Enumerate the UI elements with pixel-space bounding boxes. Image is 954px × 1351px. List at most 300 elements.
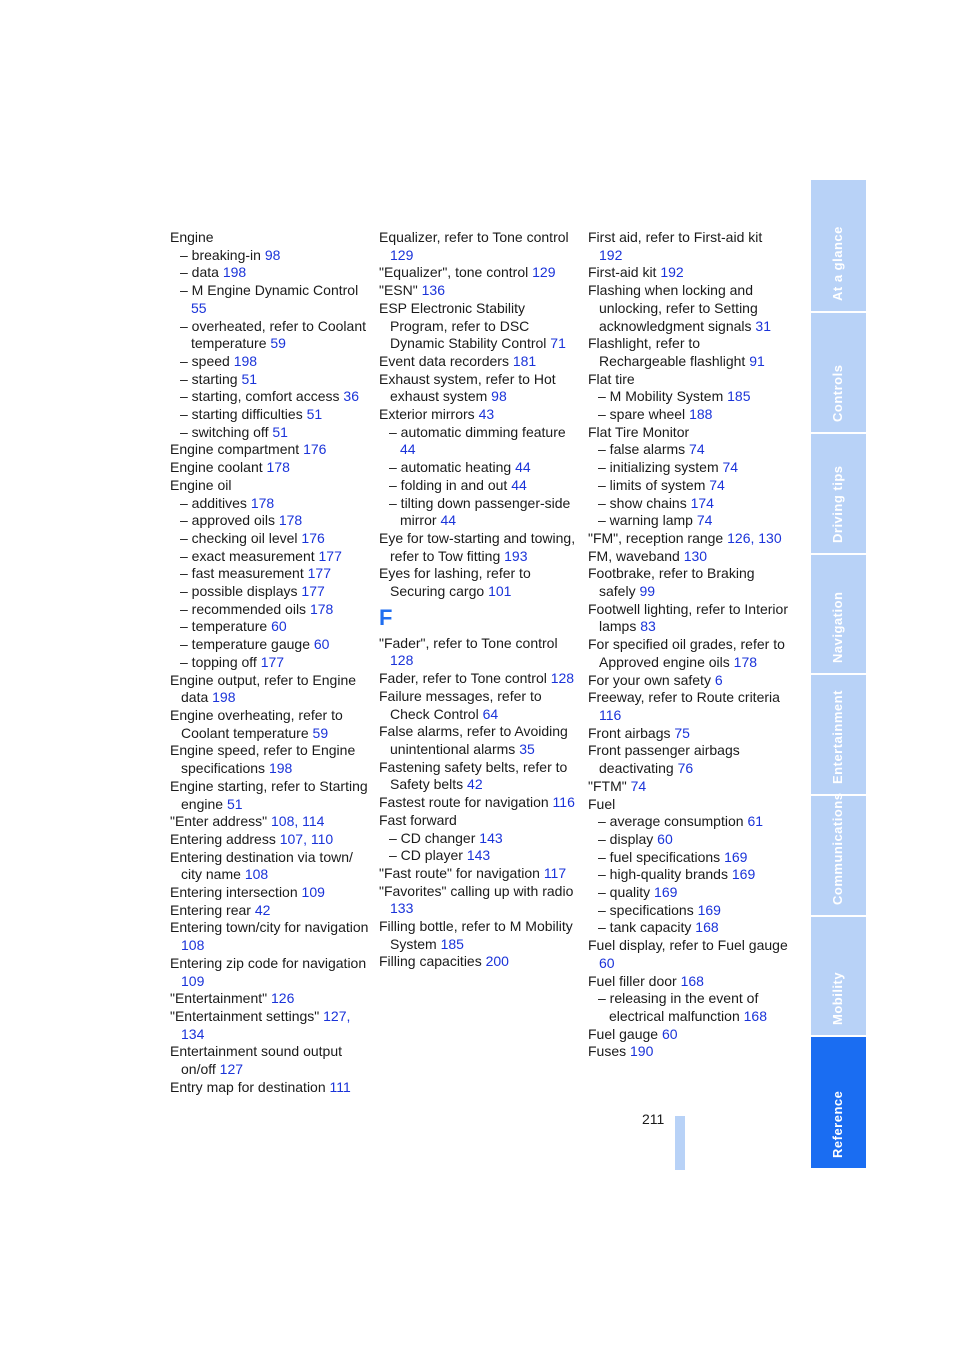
index-entry bbox=[588, 937, 788, 972]
index-entry bbox=[588, 371, 788, 389]
index-subentry bbox=[588, 495, 788, 513]
index-subentry bbox=[170, 406, 370, 424]
entry-text: "FTM" bbox=[588, 777, 631, 794]
entry-text: – exact measurement bbox=[180, 547, 319, 564]
page-reference-link[interactable]: 128 bbox=[390, 652, 414, 669]
index-entry bbox=[170, 990, 370, 1008]
index-entry bbox=[170, 955, 370, 990]
page-reference-link[interactable]: 181 bbox=[512, 352, 537, 369]
entry-text: "ESN" bbox=[379, 282, 422, 299]
index-subentry bbox=[170, 264, 370, 282]
entry-text: Equalizer, refer to Tone control bbox=[379, 229, 569, 245]
page-reference-link[interactable]: 109 bbox=[301, 884, 325, 901]
index-entry bbox=[379, 794, 579, 812]
page-reference-link[interactable]: 178 bbox=[309, 600, 334, 617]
index-entry bbox=[170, 778, 370, 813]
index-subentry bbox=[588, 512, 788, 530]
page-reference-link[interactable]: 44 bbox=[515, 459, 531, 476]
index-subentry bbox=[170, 512, 370, 530]
entry-text: – tank capacity bbox=[598, 919, 696, 936]
index-entry bbox=[170, 742, 370, 777]
entry-text: – releasing in the event of electrical malfunction bbox=[598, 990, 759, 1024]
index-entry bbox=[379, 812, 579, 830]
entry-text: – temperature bbox=[180, 618, 272, 635]
section-tab-label: Mobility bbox=[829, 971, 845, 1025]
section-tab-label: At a glance bbox=[829, 226, 845, 301]
page-reference-link[interactable]: 59 bbox=[270, 335, 286, 352]
page-reference-link[interactable]: 200 bbox=[485, 953, 509, 970]
page-reference-link[interactable]: 31 bbox=[755, 317, 771, 334]
page-reference-link[interactable]: 127, 134 bbox=[181, 1007, 351, 1042]
entry-text: Failure messages, refer to Check Control bbox=[379, 687, 542, 722]
page-reference-link[interactable]: 64 bbox=[482, 705, 499, 722]
section-tab-label: Navigation bbox=[829, 591, 845, 663]
entry-text: "FM", reception range bbox=[588, 529, 728, 546]
index-subentry bbox=[588, 459, 788, 477]
section-tab-label: Controls bbox=[829, 364, 845, 422]
entry-text: "Entertainment settings" bbox=[170, 1007, 324, 1024]
entry-text: "Entertainment" bbox=[170, 990, 271, 1007]
index-entry bbox=[379, 759, 579, 794]
index-subentry bbox=[379, 424, 579, 459]
page-reference-link[interactable]: 143 bbox=[466, 847, 491, 864]
index-column-3 bbox=[588, 229, 788, 1061]
index-entry bbox=[170, 1079, 370, 1097]
page-reference-link[interactable]: 129 bbox=[390, 246, 414, 263]
entry-text: – spare wheel bbox=[598, 406, 690, 423]
page-reference-link[interactable]: 42 bbox=[254, 901, 271, 918]
entry-text: – CD player bbox=[389, 847, 467, 864]
page-reference-link[interactable]: 177 bbox=[307, 565, 331, 582]
page-reference-link[interactable]: 185 bbox=[727, 388, 751, 405]
entry-text: – specifications bbox=[598, 901, 698, 918]
entry-text: Fader, refer to Tone control bbox=[379, 670, 551, 687]
page-reference-link[interactable]: 178 bbox=[278, 512, 303, 529]
index-entry bbox=[588, 530, 788, 548]
index-subentry bbox=[588, 813, 788, 831]
index-entry bbox=[379, 353, 579, 371]
entry-text: Entry map for destination bbox=[170, 1078, 330, 1095]
entry-text: Fuel filler door bbox=[588, 972, 681, 989]
index-subentry bbox=[170, 530, 370, 548]
section-tab-label: Reference bbox=[829, 1090, 845, 1158]
index-entry bbox=[170, 884, 370, 902]
index-subentry bbox=[170, 565, 370, 583]
entry-text: – temperature gauge bbox=[180, 636, 314, 653]
page-reference-link[interactable]: 190 bbox=[630, 1043, 654, 1060]
section-tab-communications[interactable] bbox=[811, 792, 866, 917]
page-reference-link[interactable]: 130 bbox=[683, 547, 708, 564]
index-section-letter: F bbox=[379, 604, 393, 630]
index-subentry bbox=[588, 441, 788, 459]
entry-text: – breaking-in bbox=[180, 246, 265, 263]
entry-text: "Fast route" for navigation bbox=[379, 864, 544, 881]
entry-text: Event data recorders bbox=[379, 352, 513, 369]
page-reference-link[interactable]: 176 bbox=[301, 529, 325, 546]
page-reference-link[interactable]: 128 bbox=[550, 670, 575, 687]
index-entry bbox=[379, 688, 579, 723]
section-tab-label: Entertainment bbox=[829, 690, 845, 784]
index-entry bbox=[379, 371, 579, 406]
entry-text: – data bbox=[180, 264, 223, 281]
entry-text: – switching off bbox=[180, 423, 273, 440]
index-entry bbox=[588, 335, 788, 370]
entry-text: – false alarms bbox=[598, 441, 690, 458]
index-entry bbox=[588, 689, 788, 724]
entry-text: Footwell lighting, refer to Interior lamps bbox=[588, 600, 788, 635]
index-entry bbox=[379, 229, 579, 264]
page-number: 211 bbox=[642, 1111, 665, 1127]
page-reference-link[interactable]: 91 bbox=[749, 352, 765, 369]
entry-text: Front airbags bbox=[588, 724, 675, 741]
page-reference-link[interactable]: 178 bbox=[250, 494, 275, 511]
section-tab-controls[interactable] bbox=[811, 313, 866, 434]
page-reference-link[interactable]: 168 bbox=[680, 972, 704, 989]
section-tab-driving-tips[interactable] bbox=[811, 434, 866, 555]
page-reference-link[interactable]: 74 bbox=[709, 476, 725, 493]
index-subentry bbox=[170, 618, 370, 636]
page-reference-link[interactable]: 169 bbox=[697, 901, 721, 918]
entry-text: Fuel gauge bbox=[588, 1025, 662, 1042]
index-entry bbox=[379, 883, 579, 918]
page-reference-link[interactable]: 6 bbox=[714, 671, 723, 688]
page-reference-link[interactable]: 126 bbox=[271, 990, 295, 1007]
entry-text: Engine starting, refer to Starting engine bbox=[170, 777, 368, 812]
index-entry bbox=[379, 565, 579, 600]
index-entry bbox=[588, 672, 788, 690]
index-entry bbox=[588, 565, 788, 600]
index-entry bbox=[170, 813, 370, 831]
page-reference-link[interactable]: 76 bbox=[677, 760, 694, 777]
index-subentry bbox=[170, 424, 370, 442]
index-column-1 bbox=[170, 229, 370, 1096]
index-subentry bbox=[170, 583, 370, 601]
page-reference-link[interactable]: 177 bbox=[301, 583, 325, 600]
page-reference-link[interactable]: 198 bbox=[222, 264, 247, 281]
entry-text: – warning lamp bbox=[598, 512, 697, 529]
index-subentry bbox=[379, 847, 579, 865]
index-column-2 bbox=[379, 229, 579, 971]
entry-text: Entering intersection bbox=[170, 884, 302, 901]
index-entry bbox=[379, 918, 579, 953]
entry-text: – overheated, refer to Coolant temperature bbox=[180, 317, 367, 352]
entry-text: FM, waveband bbox=[588, 547, 684, 564]
entry-text: – display bbox=[598, 830, 658, 847]
page-reference-link[interactable]: 169 bbox=[731, 866, 756, 883]
index-entry bbox=[170, 902, 370, 920]
page-reference-link[interactable]: 108 bbox=[181, 937, 205, 954]
entry-text: False alarms, refer to Avoiding unintentional alarms bbox=[379, 723, 568, 757]
entry-text: Filling bottle, refer to M Mobility System bbox=[379, 918, 573, 952]
index-entry bbox=[588, 264, 788, 282]
page-reference-link[interactable]: 188 bbox=[689, 406, 713, 423]
entry-text: – fast measurement bbox=[180, 565, 308, 582]
index-subentry bbox=[379, 459, 579, 477]
entry-text: Entertainment sound output on/off bbox=[170, 1043, 343, 1078]
entry-text: Engine bbox=[170, 229, 214, 245]
entry-text: Entering zip code for navigation bbox=[170, 954, 367, 971]
index-entry bbox=[588, 282, 788, 335]
index-subentry bbox=[170, 601, 370, 619]
entry-text: Flat Tire Monitor bbox=[588, 423, 690, 440]
entry-text: Eyes for lashing, refer to Securing cargo bbox=[379, 565, 531, 600]
entry-text: "Equalizer", tone control bbox=[379, 264, 533, 281]
entry-text: Fuel display, refer to Fuel gauge bbox=[588, 937, 788, 954]
section-tab-label: Communications bbox=[829, 792, 845, 905]
entry-text: Entering rear bbox=[170, 901, 255, 918]
index-entry bbox=[379, 865, 579, 883]
page-reference-link[interactable]: 117 bbox=[543, 864, 567, 881]
index-entry bbox=[170, 672, 370, 707]
entry-text: Front passenger airbags deactivating bbox=[588, 742, 740, 777]
entry-text: Flashlight, refer to Rechargeable flashlight bbox=[588, 335, 750, 369]
entry-text: Fuel bbox=[588, 795, 616, 812]
index-subentry bbox=[170, 388, 370, 406]
page-reference-link[interactable]: 98 bbox=[264, 246, 281, 263]
page-reference-link[interactable]: 116 bbox=[552, 794, 575, 811]
index-entry bbox=[588, 424, 788, 442]
page-reference-link[interactable]: 169 bbox=[654, 884, 678, 901]
entry-text: Filling capacities bbox=[379, 953, 486, 970]
page-reference-link[interactable]: 176 bbox=[303, 441, 327, 458]
entry-text: – additives bbox=[180, 494, 251, 511]
page-reference-link[interactable]: 192 bbox=[660, 264, 684, 281]
page-reference-link[interactable]: 74 bbox=[696, 512, 713, 529]
page-reference-link[interactable]: 60 bbox=[313, 636, 330, 653]
index-entry bbox=[379, 723, 579, 758]
page-reference-link[interactable]: 44 bbox=[511, 476, 527, 493]
entry-text: Engine coolant bbox=[170, 459, 267, 476]
entry-text: – starting, comfort access bbox=[180, 388, 344, 405]
page-reference-link[interactable]: 185 bbox=[440, 935, 464, 952]
page-reference-link[interactable]: 71 bbox=[550, 335, 566, 352]
page-reference-link[interactable]: 178 bbox=[733, 653, 758, 670]
index-subentry bbox=[170, 353, 370, 371]
index-entry bbox=[588, 1043, 788, 1061]
page-reference-link[interactable]: 168 bbox=[695, 919, 719, 936]
page-reference-link[interactable]: 108, 114 bbox=[271, 813, 325, 830]
entry-text: – show chains bbox=[598, 494, 691, 511]
index-subentry bbox=[588, 849, 788, 867]
section-tab-entertainment[interactable] bbox=[811, 675, 866, 796]
page-reference-link[interactable]: 169 bbox=[724, 848, 748, 865]
index-subentry bbox=[588, 990, 788, 1025]
section-tab-label: Driving tips bbox=[829, 465, 845, 543]
entry-text: – approved oils bbox=[180, 512, 279, 529]
index-subentry bbox=[170, 548, 370, 566]
page-reference-link[interactable]: 51 bbox=[272, 423, 288, 440]
index-entry bbox=[170, 831, 370, 849]
page-reference-link[interactable]: 60 bbox=[599, 954, 615, 971]
entry-text: Entering address bbox=[170, 830, 280, 847]
page-reference-link[interactable]: 126, 130 bbox=[727, 529, 782, 546]
index-entry bbox=[588, 742, 788, 777]
page-reference-link[interactable]: 192 bbox=[599, 246, 623, 263]
entry-text: Freeway, refer to Route criteria bbox=[588, 689, 780, 706]
page-reference-link[interactable]: 55 bbox=[191, 299, 207, 316]
entry-text: – folding in and out bbox=[389, 476, 512, 493]
entry-text: Fuses bbox=[588, 1043, 631, 1060]
page-reference-link[interactable]: 44 bbox=[440, 512, 457, 529]
index-entry bbox=[170, 707, 370, 742]
index-subentry bbox=[588, 884, 788, 902]
entry-text: – starting difficulties bbox=[180, 406, 307, 423]
page-reference-link[interactable]: 107, 110 bbox=[279, 830, 334, 847]
entry-text: Flat tire bbox=[588, 370, 635, 387]
index-subentry bbox=[170, 371, 370, 389]
page-reference-link[interactable]: 74 bbox=[630, 777, 647, 794]
index-subentry bbox=[170, 636, 370, 654]
entry-text: Flashing when locking and unlocking, refer to Setting acknowledgment signals bbox=[588, 282, 758, 334]
page-reference-link[interactable]: 178 bbox=[266, 459, 290, 476]
entry-text: Engine speed, refer to Engine specifications bbox=[170, 742, 356, 777]
page-reference-link[interactable]: 59 bbox=[312, 724, 329, 741]
entry-text: – recommended oils bbox=[180, 600, 310, 617]
entry-text: – average consumption bbox=[598, 813, 748, 830]
index-subentry bbox=[379, 495, 579, 530]
index-entry bbox=[379, 264, 579, 282]
page-reference-link[interactable]: 60 bbox=[657, 830, 673, 847]
entry-text: ESP Electronic Stability Program, refer to DSC Dynamic Stability Control bbox=[379, 299, 551, 352]
entry-text: – starting bbox=[180, 370, 242, 387]
page-reference-link[interactable]: 133 bbox=[390, 900, 414, 917]
index-entry bbox=[588, 796, 788, 814]
page-reference-link[interactable]: 98 bbox=[491, 388, 507, 405]
entry-text: Footbrake, refer to Braking safely bbox=[588, 565, 755, 600]
index-subentry bbox=[170, 247, 370, 265]
page-reference-link[interactable]: 99 bbox=[639, 583, 656, 600]
index-entry bbox=[170, 849, 370, 884]
page-reference-link[interactable]: 51 bbox=[226, 795, 243, 812]
page-reference-link[interactable]: 83 bbox=[640, 618, 656, 635]
index-entry bbox=[379, 953, 579, 971]
entry-text: Fastening safety belts, refer to Safety belts bbox=[379, 758, 568, 793]
entry-text: Engine output, refer to Engine data bbox=[170, 671, 357, 706]
section-tab-mobility[interactable] bbox=[811, 917, 866, 1037]
index-entry bbox=[170, 229, 370, 247]
page-reference-link[interactable]: 61 bbox=[747, 813, 764, 830]
index-entry bbox=[170, 459, 370, 477]
index-subentry bbox=[588, 919, 788, 937]
page-reference-link[interactable]: 74 bbox=[689, 441, 705, 458]
section-tab-navigation[interactable] bbox=[811, 555, 866, 675]
index-entry bbox=[170, 1043, 370, 1078]
section-tab-at-a-glance[interactable] bbox=[811, 180, 866, 313]
page-reference-link[interactable]: 143 bbox=[479, 829, 503, 846]
index-entry bbox=[588, 601, 788, 636]
entry-text: First-aid kit bbox=[588, 264, 661, 281]
index-entry bbox=[170, 1008, 370, 1043]
page-reference-link[interactable]: 198 bbox=[233, 352, 258, 369]
page-reference-link[interactable]: 101 bbox=[488, 583, 512, 600]
index-entry bbox=[379, 670, 579, 688]
index-entry bbox=[379, 406, 579, 424]
index-subentry bbox=[588, 406, 788, 424]
page-reference-link[interactable]: 111 bbox=[329, 1078, 351, 1095]
index-entry bbox=[588, 725, 788, 743]
section-tabs bbox=[811, 180, 866, 1168]
page-reference-link[interactable]: 35 bbox=[519, 740, 535, 757]
index-subentry bbox=[588, 902, 788, 920]
entry-text: Exterior mirrors bbox=[379, 406, 479, 423]
page-reference-link[interactable]: 42 bbox=[467, 776, 483, 793]
entry-text: – possible displays bbox=[180, 583, 302, 600]
entry-text: – speed bbox=[180, 352, 234, 369]
entry-text: – checking oil level bbox=[180, 529, 302, 546]
entry-text: – CD changer bbox=[389, 829, 480, 846]
entry-text: "Enter address" bbox=[170, 813, 271, 830]
entry-text: Entering town/city for navigation bbox=[170, 919, 369, 936]
page-reference-link[interactable]: 36 bbox=[343, 388, 359, 405]
page-reference-link[interactable]: 177 bbox=[318, 547, 342, 564]
page-reference-link[interactable]: 198 bbox=[212, 689, 236, 706]
index-entry bbox=[588, 1026, 788, 1044]
entry-text: "Favorites" calling up with radio bbox=[379, 882, 574, 899]
page-marker bbox=[675, 1116, 685, 1170]
index-entry bbox=[588, 636, 788, 671]
page-reference-link[interactable]: 44 bbox=[400, 441, 416, 458]
page-reference-link[interactable]: 129 bbox=[532, 264, 556, 281]
entry-text: "Fader", refer to Tone control bbox=[379, 634, 558, 651]
page-reference-link[interactable]: 168 bbox=[743, 1007, 767, 1024]
entry-text: – fuel specifications bbox=[598, 848, 725, 865]
page-reference-link[interactable]: 60 bbox=[271, 618, 287, 635]
index-subentry bbox=[170, 495, 370, 513]
index-subentry bbox=[170, 318, 370, 353]
entry-text: – automatic dimming feature bbox=[389, 423, 566, 440]
entry-text: – limits of system bbox=[598, 476, 710, 493]
index-subentry bbox=[588, 477, 788, 495]
page-reference-link[interactable]: 193 bbox=[504, 547, 528, 564]
page-reference-link[interactable]: 51 bbox=[306, 406, 323, 423]
section-tab-reference[interactable] bbox=[811, 1037, 866, 1168]
page-reference-link[interactable]: 127 bbox=[219, 1061, 244, 1078]
index-entry bbox=[379, 282, 579, 300]
index-entry bbox=[379, 635, 579, 670]
page-reference-link[interactable]: 74 bbox=[722, 459, 739, 476]
entry-text: – M Engine Dynamic Control bbox=[180, 282, 359, 299]
entry-text: First aid, refer to First-aid kit bbox=[588, 229, 763, 245]
index-entry bbox=[588, 229, 788, 264]
page-reference-link[interactable]: 174 bbox=[690, 494, 714, 511]
index-entry bbox=[588, 778, 788, 796]
entry-text: For specified oil grades, refer to Approved engine oils bbox=[588, 636, 785, 670]
page-reference-link[interactable]: 109 bbox=[181, 972, 205, 989]
page-reference-link[interactable]: 198 bbox=[268, 760, 293, 777]
page-reference-link[interactable]: 116 bbox=[599, 706, 622, 723]
page-reference-link[interactable]: 60 bbox=[661, 1025, 678, 1042]
entry-text: – topping off bbox=[180, 653, 261, 670]
index-entry bbox=[170, 441, 370, 459]
page-reference-link[interactable]: 51 bbox=[241, 370, 258, 387]
index-subentry bbox=[379, 477, 579, 495]
entry-text: Engine overheating, refer to Coolant temperature bbox=[170, 706, 343, 741]
page-reference-link[interactable]: 136 bbox=[421, 282, 445, 299]
page-reference-link[interactable]: 43 bbox=[478, 406, 495, 423]
entry-text: Eye for tow-starting and towing, refer to Tow fitting bbox=[379, 529, 576, 564]
entry-text: Fastest route for navigation bbox=[379, 794, 553, 811]
index-entry bbox=[588, 973, 788, 991]
index-subentry bbox=[379, 830, 579, 848]
page-reference-link[interactable]: 108 bbox=[244, 866, 269, 883]
entry-text: – initializing system bbox=[598, 459, 723, 476]
page-reference-link[interactable]: 177 bbox=[260, 653, 285, 670]
entry-text: For your own safety bbox=[588, 671, 715, 688]
entry-text: Exhaust system, refer to Hot exhaust system bbox=[379, 370, 556, 405]
index-entry bbox=[170, 477, 370, 495]
page-reference-link[interactable]: 75 bbox=[674, 724, 690, 741]
index-subentry bbox=[170, 654, 370, 672]
